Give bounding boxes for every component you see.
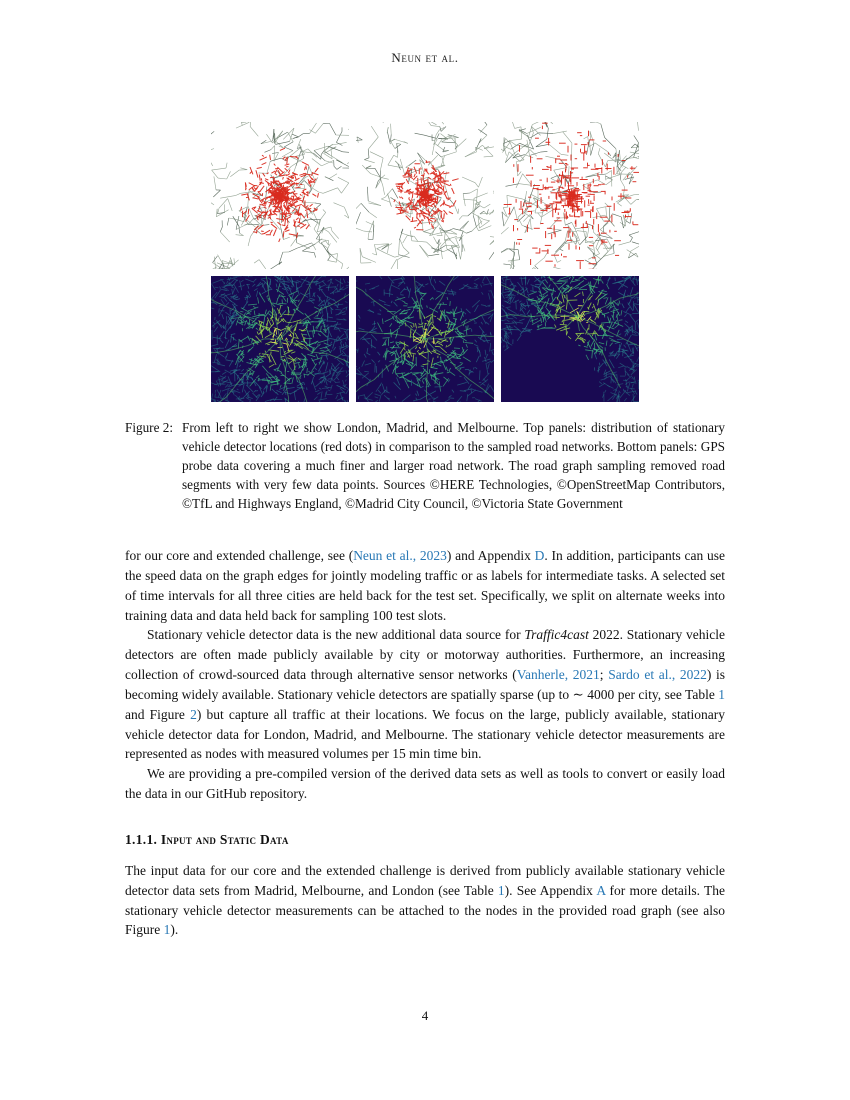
paragraph-2 — [125, 625, 725, 764]
page-number: 4 — [421, 1008, 429, 1023]
text-segment: ) is becoming widely available. Stationary vehicle detectors are spatially sparse (up to ∼ 4000 per city, see Table — [125, 667, 726, 702]
citation-link[interactable]: A — [596, 882, 606, 898]
citation-link[interactable]: 1 — [163, 922, 171, 938]
panel-london-detector-map — [211, 122, 349, 269]
text-segment: . In addition, participants can use the speed data on the graph edges for jointly modeling traffic or as labels for intermediate tasks. A selected set of time intervals for all three cities are held back for the test set. Specifically, we split on alternate weeks into training data and data held back for sampling 100 test slots. — [125, 548, 725, 623]
text-segment: and Figure — [125, 706, 191, 722]
panel-madrid-gps-map — [356, 276, 494, 402]
running-head: Neun et al. — [391, 50, 459, 65]
text-segment: ). See Appendix — [504, 882, 597, 898]
citation-link[interactable]: Sardo et al., 2022 — [608, 667, 707, 683]
panel-melbourne-detector-map — [501, 122, 639, 269]
citation-link[interactable]: Neun et al., 2023 — [353, 548, 447, 563]
figure-caption-label: Figure 2: — [125, 420, 173, 435]
text-segment: ; — [599, 667, 609, 683]
citation-link[interactable]: D — [534, 548, 545, 563]
figure-caption — [125, 418, 725, 513]
map-render — [501, 122, 639, 269]
italic-text: Traffic4cast — [524, 627, 589, 643]
map-render — [211, 122, 349, 269]
panel-london-gps-map — [211, 276, 349, 402]
citation-link[interactable]: 2 — [190, 706, 197, 722]
page-content — [125, 122, 725, 940]
text-segment: for more details. The stationary vehicle detector measurements can be attached to the nodes in the provided road graph (see also Figure — [125, 882, 725, 938]
text-segment: We are providing a pre-compiled version of the derived data sets as well as tools to convert or easily load the data in our GitHub repository. — [125, 766, 725, 802]
text-segment: for our core and extended challenge, see ( — [125, 548, 354, 563]
body-text — [125, 546, 725, 940]
paragraph-4 — [125, 861, 725, 940]
panel-madrid-detector-map — [356, 122, 494, 269]
text-segment: 2022. Stationary vehicle detectors are often made publicly available by city or motorway authorities. Furthermore, an increasing collection of crowd-sourced data through alternative sensor networks ( — [125, 627, 726, 683]
citation-link[interactable]: Vanherle, 2021 — [516, 667, 600, 683]
text-segment: ) and Appendix — [446, 548, 535, 563]
section-heading: 1.1.1. Input and Static Data — [125, 831, 289, 847]
map-render — [501, 276, 639, 402]
figure-caption-text: From left to right we show London, Madrid, and Melbourne. Top panels: distribution of stationary vehicle detector locations (red dots) in comparison to the sampled road networks. Bottom panels: GPS probe data covering a much finer and larger road network. The road graph sampling removed road segments with very few data points. Sources ©HERE Technologies, ©OpenStreetMap Contributors, ©TfL and Highways England, ©Madrid City Council, ©Victoria State Government — [182, 420, 725, 511]
citation-link[interactable]: 1 — [718, 686, 725, 702]
map-render — [356, 122, 494, 269]
figure-2 — [211, 122, 639, 402]
panel-melbourne-gps-map — [501, 276, 639, 402]
paragraph-1 — [125, 546, 725, 625]
text-segment: ) but capture all traffic at their locations. We focus on the large, publicly available, stationary vehicle detector data for London, Madrid, and Melbourne. The stationary vehicle detector measurements are represented as nodes with measured volumes per 15 min time bin. — [125, 706, 725, 762]
text-segment: The input data for our core and the extended challenge is derived from publicly available stationary vehicle detector data sets from Madrid, Melbourne, and London (see Table — [125, 862, 725, 898]
text-segment: ). — [170, 922, 179, 938]
text-segment: Stationary vehicle detector data is the new additional data source for — [147, 627, 525, 643]
citation-link[interactable]: 1 — [497, 882, 505, 898]
paragraph-3 — [125, 764, 725, 804]
map-render — [211, 276, 349, 402]
map-render — [356, 276, 494, 402]
